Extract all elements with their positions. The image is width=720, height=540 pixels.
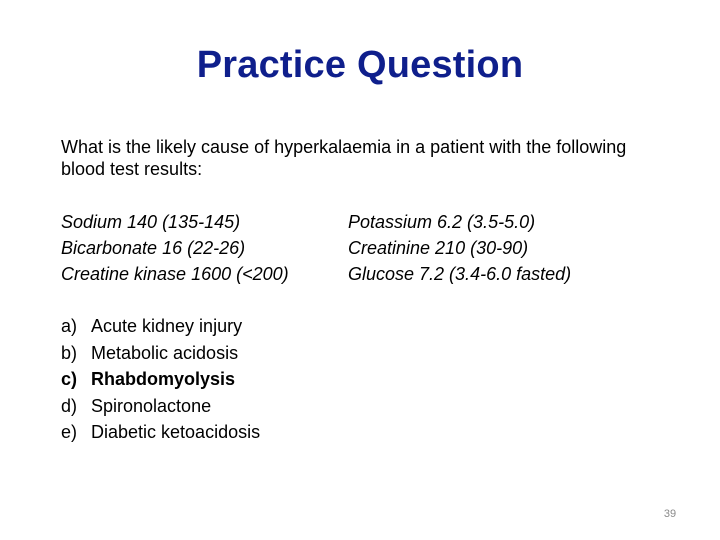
result-glucose: Glucose 7.2 (3.4-6.0 fasted) [348, 264, 572, 284]
blood-results-left [61, 209, 289, 287]
result-creatine-kinase: Creatine kinase 1600 (<200) [61, 264, 289, 284]
blood-results-right [348, 209, 571, 287]
result-bicarbonate: Bicarbonate 16 (22-26) [61, 238, 246, 258]
option-text: Acute kidney injury [91, 316, 243, 336]
option-text: Rhabdomyolysis [91, 369, 236, 389]
option-letter: b) [61, 342, 78, 363]
option-letter: d) [61, 395, 78, 416]
answer-option-correct [61, 366, 260, 393]
question-text: What is the likely cause of hyperkalaemia in a patient with the following blood test results: [61, 137, 627, 179]
slide-title: Practice Question [196, 44, 524, 86]
option-letter: c) [61, 369, 78, 389]
answer-option [61, 393, 260, 420]
result-creatinine: Creatinine 210 (30-90) [348, 238, 529, 258]
page-number: 39 [663, 508, 677, 520]
option-letter: a) [61, 316, 78, 336]
option-text: Spironolactone [91, 395, 212, 416]
option-letter: e) [61, 422, 78, 442]
result-potassium: Potassium 6.2 (3.5-5.0) [348, 212, 536, 232]
answer-option [61, 419, 260, 446]
answer-option [61, 313, 260, 340]
option-text: Diabetic ketoacidosis [91, 422, 261, 442]
answer-options [61, 313, 260, 446]
result-sodium: Sodium 140 (135-145) [61, 212, 241, 232]
option-text: Metabolic acidosis [91, 342, 239, 363]
answer-option [61, 340, 260, 367]
